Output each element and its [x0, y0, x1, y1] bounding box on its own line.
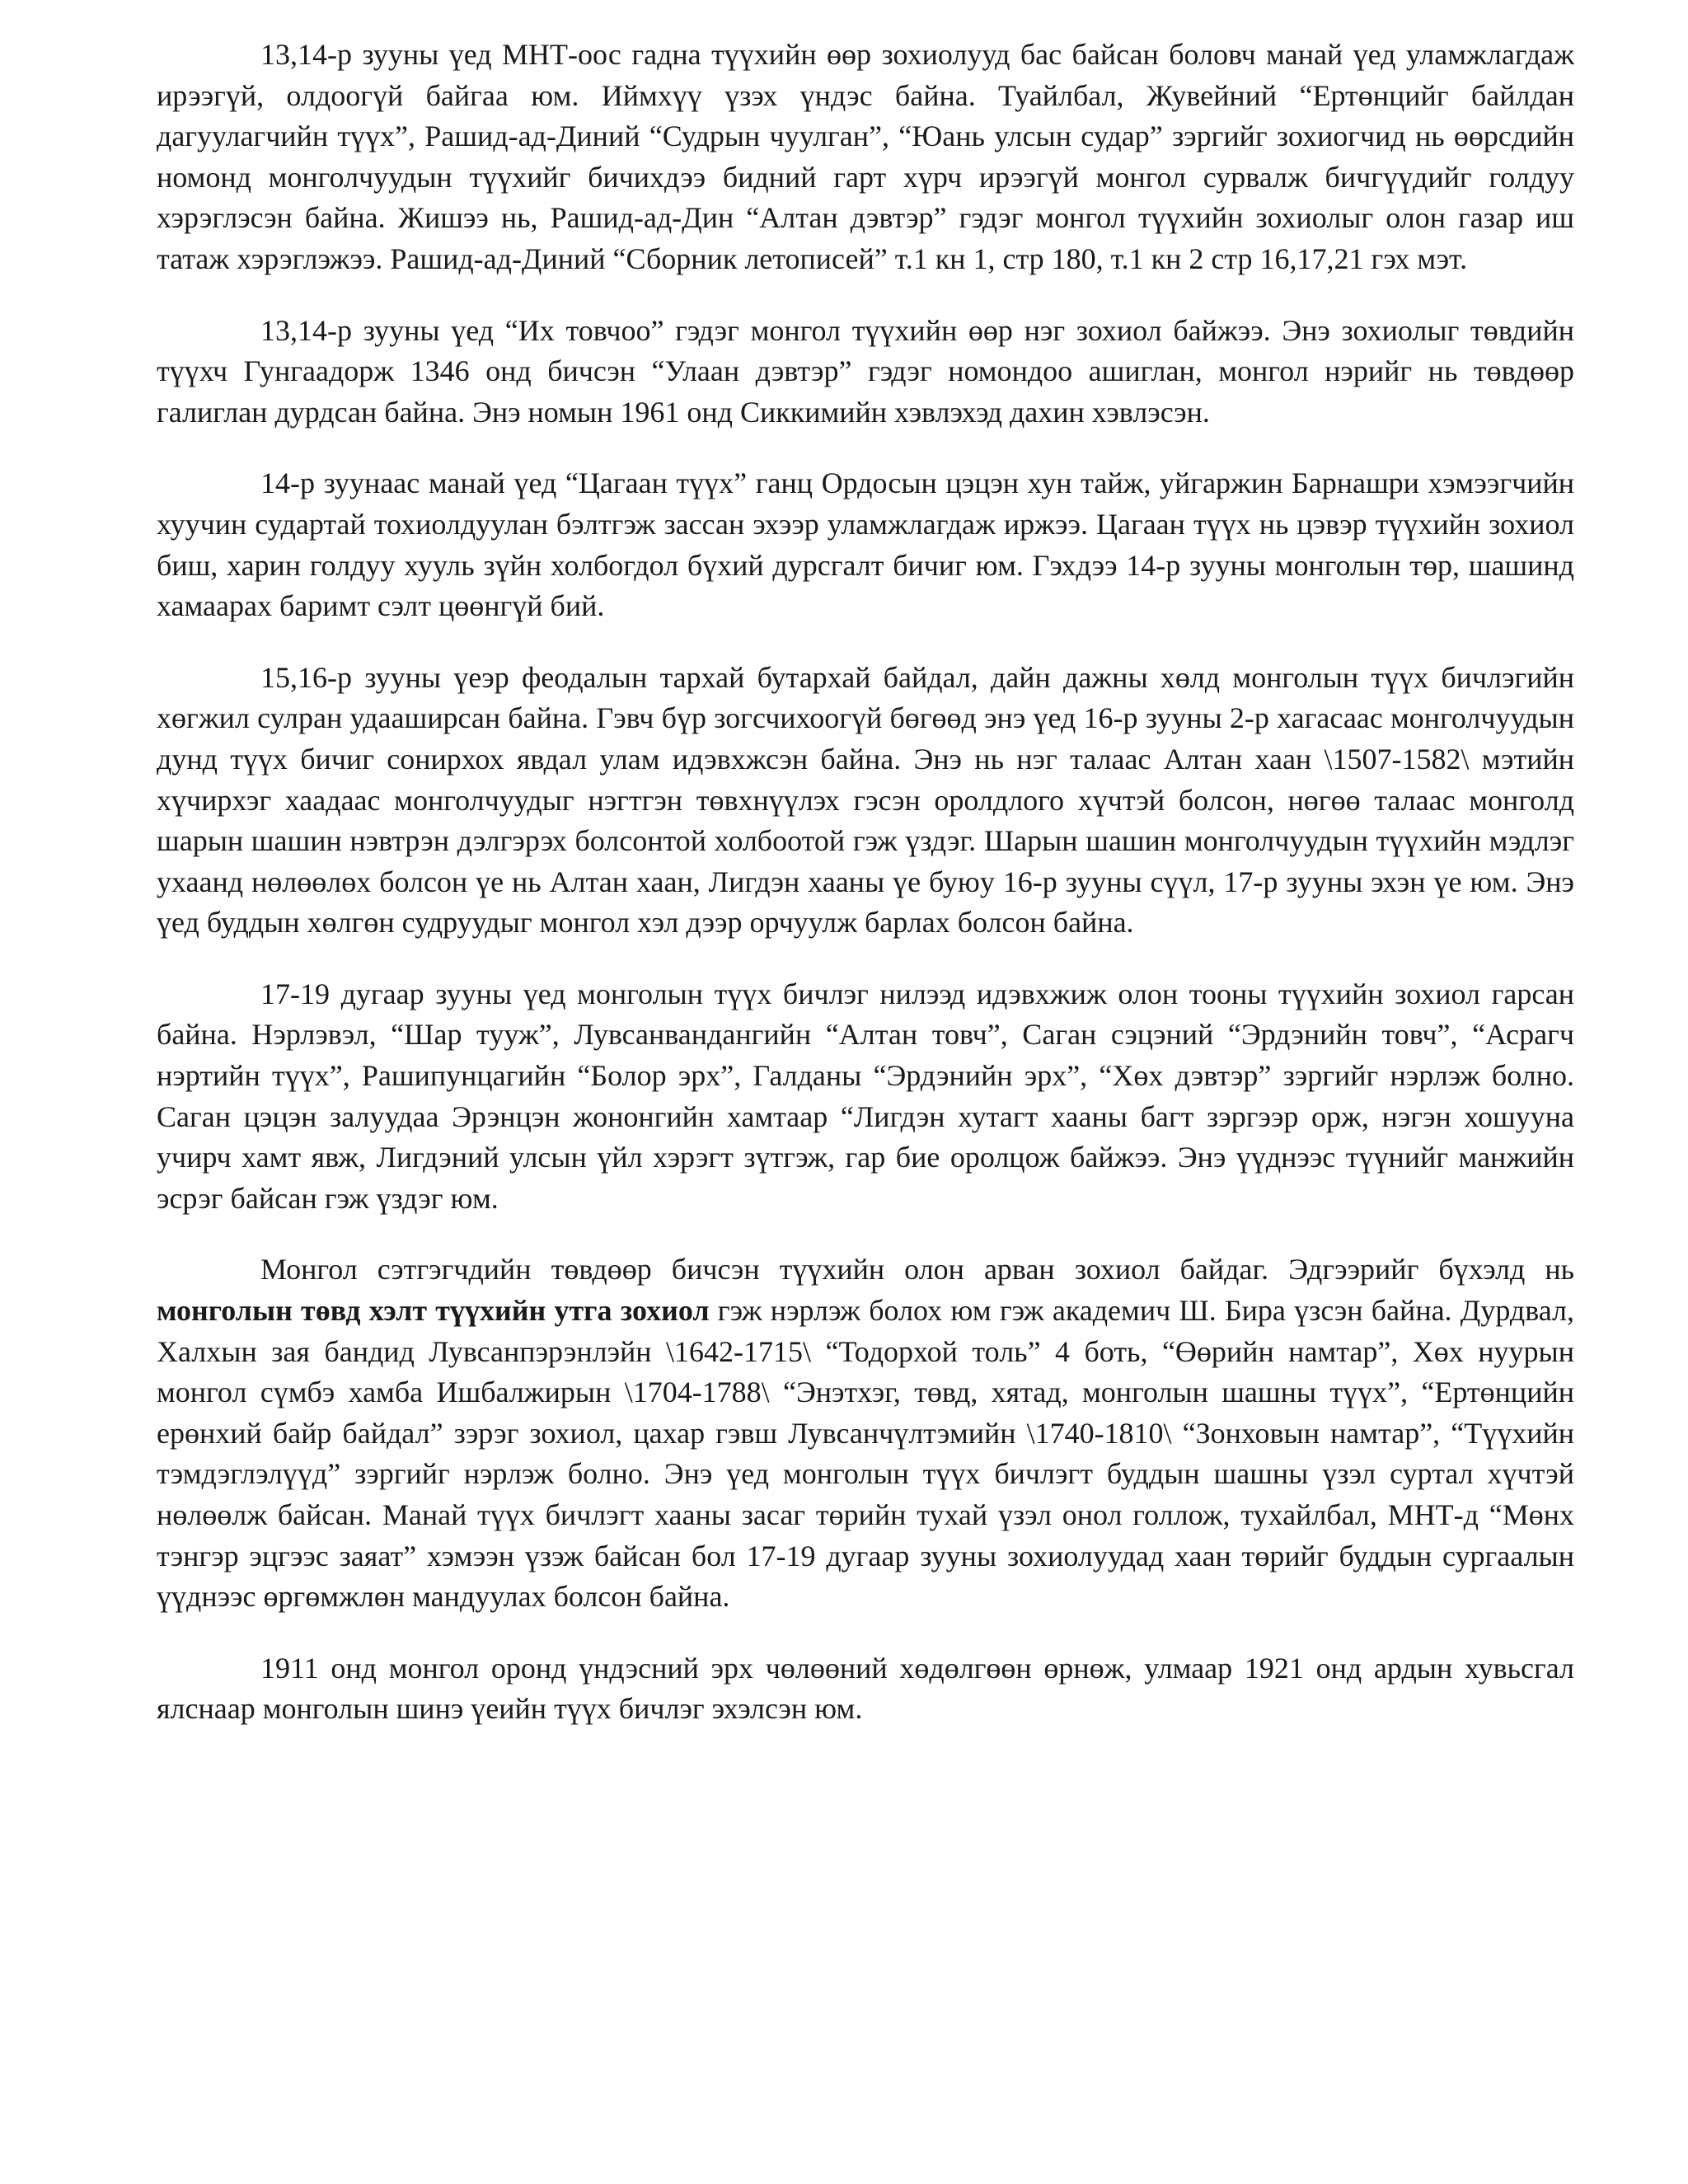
paragraph-3: 14-р зуунаас манай үед “Цагаан түүх” ганц Ордосын цэцэн хун тайж, уйгаржин Барнашри хэмээгчийн хуучин судартай тохиолдуулан бэлтгэж зассан эхээр уламжлагдаж иржээ. Цагаан түүх нь цэвэр түүхийн зохиол биш, харин голдуу хууль зүйн холбогдол бүхий дурсгалт бичиг юм. Гэхдээ 14-р зууны монголын төр, шашинд хамаарах баримт сэлт цөөнгүй бий.	[157, 466, 1574, 623]
paragraph-5: 17-19 дугаар зууны үед монголын түүх бичлэг нилээд идэвхжиж олон тооны түүхийн зохиол гарсан байна. Нэрлэвэл, “Шар тууж”, Лувсанвандангийн “Алтан товч”, Саган сэцэний “Эрдэнийн товч”, “Асрагч нэртийн түүх”, Рашипунцагийн “Болор эрх”, Галданы “Эрдэнийн эрх”, “Хөх дэвтэр” зэргийг нэрлэж болно. Саган цэцэн залуудаа Эрэнцэн жононгийн хамтаар “Лигдэн хутагт хааны багт зэргээр орж, нэгэн хошууна учирч хамт явж, Лигдэний улсын үйл хэрэгт зүтгэж, гар бие оролцож байжээ. Энэ үүднээс түүнийг манжийн эсрэг байсан гэж үздэг юм.	[157, 977, 1574, 1215]
paragraph-6-lead: Монгол сэтгэгчдийн төвдөөр бичсэн түүхийн олон арван зохиол байдаг. Эдгээрийг бүхэлд нь	[260, 1253, 1574, 1286]
paragraph-7: 1911 онд монгол оронд үндэсний эрх чөлөөний хөдөлгөөн өрнөж, улмаар 1921 онд ардын хувьсгал ялснаар монголын шинэ үеийн түүх бичлэг эхэлсэн юм.	[157, 1651, 1574, 1726]
paragraph-4: 15,16-р зууны үеэр феодалын тархай бутархай байдал, дайн дажны хөлд монголын түүх бичлэгийн хөгжил сулран удааширсан байна. Гэвч бүр зогсчихоогүй бөгөөд энэ үед 16-р зууны 2-р хагасаас монголчуудын дунд түүх бичиг сонирхох явдал улам идэвхжсэн байна. Энэ нь нэг талаас Алтан хаан \1507-1582\ мэтийн хүчирхэг хаадаас монголчуудыг нэгтгэн төвхнүүлэх гэсэн оролдлого хүчтэй болсон, нөгөө талаас монголд шарын шашин нэвтрэн дэлгэрэх болсонтой холбоотой гэж үздэг. Шарын шашин монголчуудын түүхийн мэдлэг ухаанд нөлөөлөх болсон үе нь Алтан хаан, Лигдэн хааны үе буюу 16-р зууны сүүл, 17-р зууны эхэн үе юм. Энэ үед буддын хөлгөн судруудыг монгол хэл дээр орчуулж барлах болсон байна.	[157, 660, 1574, 940]
paragraph-6-bold-term: монголын төвд хэлт түүхийн утга зохиол	[157, 1294, 710, 1328]
paragraph-1: 13,14-р зууны үед МНТ-оос гадна түүхийн өөр зохиолууд бас байсан боловч манай үед уламжлагдаж ирээгүй, олдоогүй байгаа юм. Иймхүү үзэх үндэс байна. Туайлбал, Жувейний “Ертөнцийг байлдан дагуулагчийн түүх”, Рашид-ад-Диний “Судрын чуулган”, “Юань улсын судар” зэргийг зохиогчид нь өөрсдийн номонд монголчуудын түүхийг бичихдээ бидний гарт хүрч ирээгүй монгол сурвалж бичгүүдийг голдуу хэрэглэсэн байна. Жишээ нь, Рашид-ад-Дин “Алтан дэвтэр” гэдэг монгол түүхийн зохиолыг олон газар иш татаж хэрэглэжээ. Рашид-ад-Диний “Сборник летописей” т.1 кн 1, стр 180, т.1 кн 2 стр 16,17,21 гэх мэт.	[157, 38, 1574, 275]
document-page	[157, 35, 1574, 1760]
paragraph-6	[157, 1249, 1574, 1617]
paragraph-2: 13,14-р зууны үед “Их товчоо” гэдэг монгол түүхийн өөр нэг зохиол байжээ. Энэ зохиолыг төвдийн түүхч Гунгаадорж 1346 онд бичсэн “Улаан дэвтэр” гэдэг номондоо ашиглан, монгол нэрийг нь төвдөөр галиглан дурдсан байна. Энэ номын 1961 онд Сиккимийн хэвлэхэд дахин хэвлэсэн.	[157, 313, 1574, 429]
paragraph-6-tail: гэж нэрлэж болох юм гэж академич Ш. Бира үзсэн байна. Дурдвал, Халхын зая бандид Лувсанпэрэнлэйн \1642-1715\ “Тодорхой толь” 4 боть, “Өөрийн намтар”, Хөх нуурын монгол сүмбэ хамба Ишбалжирын \1704-1788\ “Энэтхэг, төвд, хятад, монголын шашны түүх”, “Ертөнцийн ерөнхий байр байдал” зэрэг зохиол, цахар гэвш Лувсанчүлтэмийн \1740-1810\ “Зонховын намтар”, “Түүхийн тэмдэглэлүүд” зэргийг нэрлэж болно. Энэ үед монголын түүх бичлэгт буддын шашны үзэл суртал хүчтэй нөлөөлж байсан. Манай түүх бичлэгт хааны засаг төрийн тухай үзэл онол голлож, тухайлбал, МНТ-д “Мөнх тэнгэр эцгээс заяат” хэмээн үзэж байсан бол 17-19 дугаар зууны зохиолуудад хаан төрийг буддын сургаалын үүднээс өргөмжлөн мандуулах болсон байна.	[157, 1294, 1574, 1614]
